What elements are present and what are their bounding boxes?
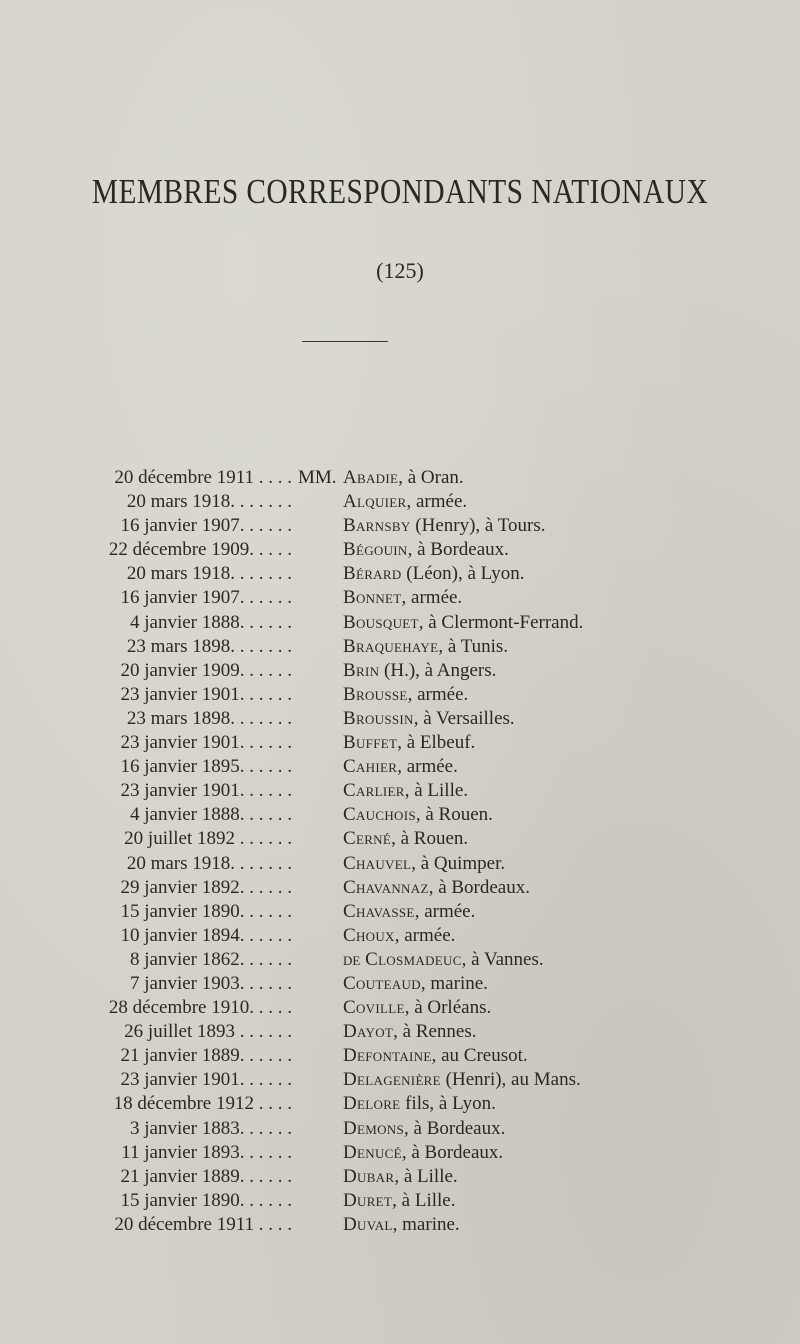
member-name: Dubar, à Lille. [343, 1165, 458, 1187]
list-item [0, 562, 800, 586]
member-name: Chauvel, à Quimper. [343, 852, 506, 874]
member-name: Dayot, à Rennes. [343, 1021, 477, 1043]
list-item [0, 1165, 800, 1189]
list-item [0, 852, 800, 876]
list-item [0, 924, 800, 948]
admission-date: 20 décembre 1911 . . . . [114, 467, 292, 488]
member-name: Duval, marine. [343, 1213, 460, 1235]
member-name: Broussin, à Versailles. [343, 707, 515, 729]
member-name: Delagenière (Henri), au Mans. [343, 1069, 581, 1091]
list-item [0, 1044, 800, 1068]
list-item [0, 731, 800, 755]
member-name: Alquier, armée. [343, 491, 468, 513]
list-item [0, 827, 800, 851]
honorific: MM. [298, 467, 337, 488]
member-count: (125) [376, 258, 424, 283]
list-item [0, 755, 800, 779]
member-name: Coville, à Orléans. [343, 997, 492, 1019]
admission-date: 26 juillet 1893 . . . . . . [124, 1021, 292, 1043]
member-name: Abadie, à Oran. [343, 467, 464, 488]
list-item [0, 972, 800, 996]
list-item [0, 996, 800, 1020]
list-item [0, 1020, 800, 1044]
member-name: Barnsby (Henry), à Tours. [343, 515, 546, 537]
member-name: Denucé, à Bordeaux. [343, 1141, 504, 1163]
list-item [0, 586, 800, 610]
member-name: Chavasse, armée. [343, 900, 476, 922]
member-name: Defontaine, au Creusot. [343, 1045, 528, 1067]
admission-date: 10 janvier 1894. . . . . . [120, 924, 292, 946]
member-name: Chavannaz, à Bordeaux. [343, 876, 530, 898]
list-item [0, 1213, 800, 1237]
admission-date: 4 janvier 1888. . . . . . [129, 804, 292, 826]
list-item [0, 635, 800, 659]
member-name: Delore fils, à Lyon. [343, 1093, 496, 1115]
list-item [0, 707, 800, 731]
admission-date: 20 mars 1918. . . . . . . [126, 491, 292, 513]
admission-date: 16 janvier 1907. . . . . . [120, 587, 292, 609]
admission-date: 23 mars 1898. . . . . . . [126, 707, 292, 729]
list-item [0, 803, 800, 827]
list-item [0, 611, 800, 635]
admission-date: 23 janvier 1901. . . . . . [120, 780, 292, 802]
admission-date: 21 janvier 1889. . . . . . [120, 1165, 292, 1187]
admission-date: 16 janvier 1907. . . . . . [120, 515, 292, 537]
admission-date: 21 janvier 1889. . . . . . [120, 1045, 292, 1067]
list-item [0, 1068, 800, 1092]
admission-date: 22 décembre 1909. . . . . [108, 539, 292, 561]
list-item [0, 1117, 800, 1141]
member-name: de Closmadeuc, à Vannes. [343, 948, 544, 970]
admission-date: 3 janvier 1883. . . . . . [129, 1117, 292, 1139]
member-name: Brin (H.), à Angers. [343, 659, 497, 681]
admission-date: 15 janvier 1890. . . . . . [120, 900, 292, 922]
member-list [0, 466, 800, 1237]
list-item [0, 538, 800, 562]
member-name: Cerné, à Rouen. [343, 828, 469, 850]
admission-date: 20 janvier 1909. . . . . . [120, 659, 292, 681]
list-item [0, 1141, 800, 1165]
admission-date: 23 mars 1898. . . . . . . [126, 635, 292, 657]
list-item [0, 490, 800, 514]
divider [302, 341, 388, 342]
admission-date: 11 janvier 1893. . . . . . [121, 1141, 292, 1163]
list-item [0, 948, 800, 972]
member-name: Bonnet, armée. [343, 587, 463, 609]
admission-date: 15 janvier 1890. . . . . . [120, 1189, 292, 1211]
admission-date: 28 décembre 1910. . . . . [108, 997, 292, 1019]
list-item [0, 1189, 800, 1213]
list-item [0, 514, 800, 538]
list-item [0, 659, 800, 683]
admission-date: 16 janvier 1895. . . . . . [120, 756, 292, 778]
member-name: Demons, à Bordeaux. [343, 1117, 506, 1139]
list-item [0, 466, 800, 490]
list-item [0, 900, 800, 924]
list-item [0, 876, 800, 900]
list-item [0, 779, 800, 803]
admission-date: 4 janvier 1888. . . . . . [129, 611, 292, 633]
member-name: Cahier, armée. [343, 756, 458, 778]
member-name: Braquehaye, à Tunis. [343, 635, 509, 657]
member-name: Choux, armée. [343, 924, 456, 946]
member-name: Bousquet, à Clermont-Ferrand. [343, 611, 584, 633]
member-name: Buffet, à Elbeuf. [343, 732, 476, 754]
admission-date: 20 mars 1918. . . . . . . [126, 852, 292, 874]
member-name: Couteaud, marine. [343, 972, 488, 994]
admission-date: 7 janvier 1903. . . . . . [129, 972, 292, 994]
list-item [0, 683, 800, 707]
admission-date: 23 janvier 1901. . . . . . [120, 732, 292, 754]
admission-date: 29 janvier 1892. . . . . . [120, 876, 292, 898]
admission-date: 20 juillet 1892 . . . . . . [124, 828, 292, 850]
member-name: Cauchois, à Rouen. [343, 804, 493, 826]
admission-date: 23 janvier 1901. . . . . . [120, 1069, 292, 1091]
admission-date: 8 janvier 1862. . . . . . [129, 948, 292, 970]
admission-date: 20 décembre 1911 . . . . [114, 1213, 292, 1235]
page-title: MEMBRES CORRESPONDANTS NATIONAUX [91, 172, 709, 211]
member-name: Carlier, à Lille. [343, 780, 469, 802]
member-name: Bégouin, à Bordeaux. [343, 539, 509, 561]
list-item [0, 1092, 800, 1116]
member-name: Brousse, armée. [343, 683, 469, 705]
admission-date: 18 décembre 1912 . . . . [113, 1093, 292, 1115]
member-name: Bérard (Léon), à Lyon. [343, 563, 525, 585]
admission-date: 23 janvier 1901. . . . . . [120, 683, 292, 705]
admission-date: 20 mars 1918. . . . . . . [126, 563, 292, 585]
member-name: Duret, à Lille. [343, 1189, 456, 1211]
